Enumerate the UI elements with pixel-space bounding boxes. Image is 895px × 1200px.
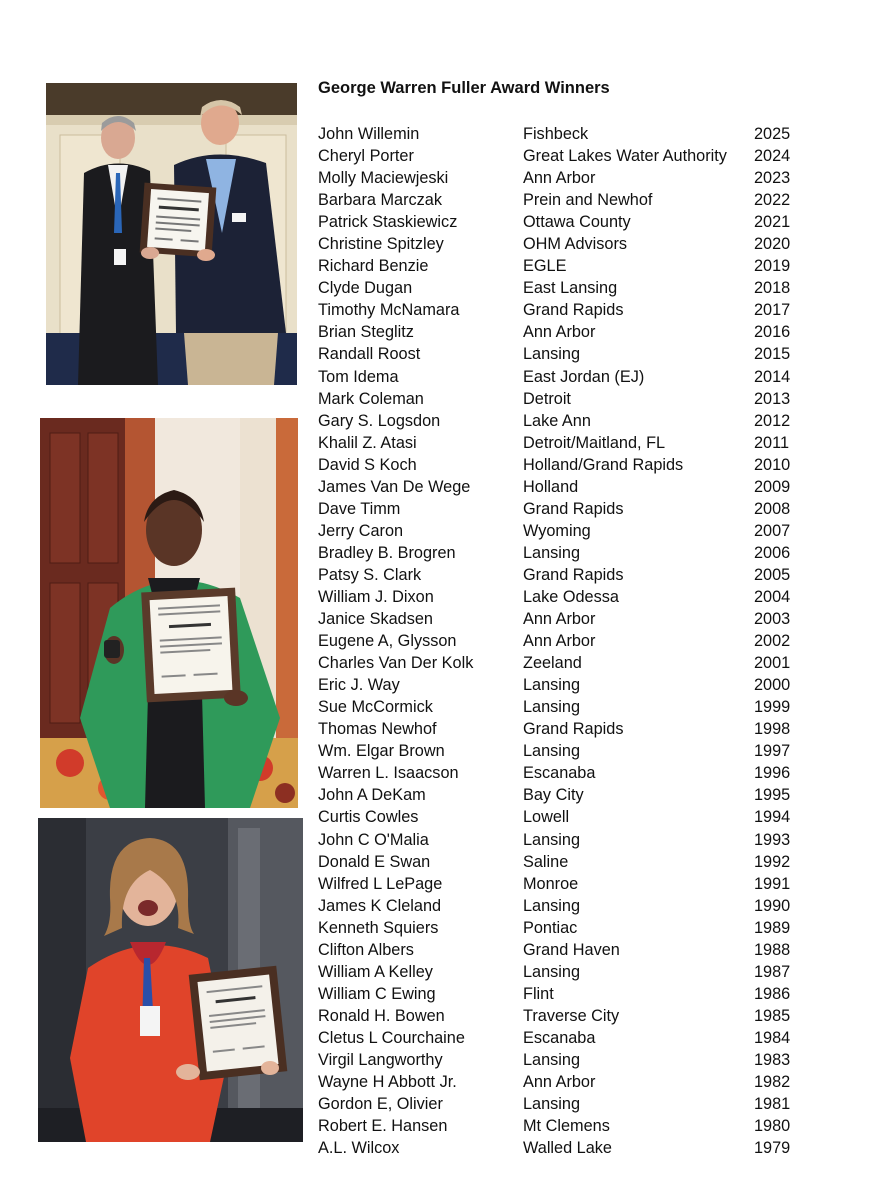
winner-name: Richard Benzie: [318, 257, 429, 276]
winner-location: Bay City: [523, 786, 584, 805]
winner-location: Grand Rapids: [523, 720, 624, 739]
winner-row: [318, 233, 818, 255]
winner-location: Grand Rapids: [523, 301, 624, 320]
winner-year: 1995: [754, 786, 791, 805]
winner-location: Monroe: [523, 874, 579, 893]
winner-row: [318, 873, 818, 895]
winner-row: [318, 762, 818, 784]
winner-name: Clyde Dugan: [318, 279, 413, 298]
winner-row: [318, 454, 818, 476]
winner-row: [318, 586, 818, 608]
winner-year: 1992: [754, 852, 791, 871]
winner-row: [318, 674, 818, 696]
winner-row: [318, 366, 818, 388]
winner-year: 2016: [754, 323, 791, 342]
winner-name: John A DeKam: [318, 786, 426, 805]
winner-location: Fishbeck: [523, 125, 589, 143]
winner-row: [318, 189, 818, 211]
winner-year: 2023: [754, 169, 791, 188]
winner-location: Escanaba: [523, 764, 596, 783]
winner-row: [318, 476, 818, 498]
winner-row: [318, 498, 818, 520]
winner-location: Ann Arbor: [523, 1073, 596, 1092]
winner-name: Clifton Albers: [318, 940, 414, 959]
winner-name: Cletus L Courchaine: [318, 1028, 465, 1047]
winner-year: 1993: [754, 830, 791, 849]
winner-year: 2019: [754, 257, 791, 276]
winner-row: [318, 895, 818, 917]
winner-row: [318, 564, 818, 586]
winner-location: Detroit/Maitland, FL: [523, 433, 666, 452]
winner-row: [318, 696, 818, 718]
winner-location: Lansing: [523, 1050, 581, 1069]
winner-year: 1998: [754, 720, 791, 739]
winner-location: Saline: [523, 852, 569, 871]
winner-location: Wyoming: [523, 521, 591, 540]
winner-name: Wm. Elgar Brown: [318, 742, 445, 761]
winner-location: Holland: [523, 477, 579, 496]
winner-name: Robert E. Hansen: [318, 1117, 448, 1136]
winner-name: Brian Steglitz: [318, 323, 414, 342]
winner-location: Lansing: [523, 698, 581, 717]
winner-year: 2025: [754, 125, 791, 143]
winner-name: Kenneth Squiers: [318, 918, 439, 937]
winner-name: John Willemin: [318, 125, 420, 143]
winner-name: Barbara Marczak: [318, 191, 442, 210]
winner-year: 1991: [754, 874, 791, 893]
winner-location: Ann Arbor: [523, 632, 596, 651]
winner-row: [318, 432, 818, 454]
winner-name: Mark Coleman: [318, 389, 424, 408]
winner-location: Lansing: [523, 543, 581, 562]
award-photo-two-men: [46, 83, 297, 385]
winner-year: 2013: [754, 389, 791, 408]
winner-row: [318, 608, 818, 630]
winner-year: 2015: [754, 345, 791, 364]
winner-row: [318, 123, 818, 145]
winner-year: 2007: [754, 521, 791, 540]
winner-year: 2010: [754, 455, 791, 474]
winner-name: Sue McCormick: [318, 698, 433, 717]
winner-row: [318, 1049, 818, 1071]
winner-name: Molly Maciewjeski: [318, 169, 449, 188]
winner-year: 1980: [754, 1117, 791, 1136]
winner-year: 2014: [754, 367, 791, 386]
award-photo-red-jacket-image: [38, 818, 303, 1142]
winner-name: John C O'Malia: [318, 830, 429, 849]
winner-row: [318, 652, 818, 674]
winner-year: 1979: [754, 1139, 791, 1158]
winner-name: Warren L. Isaacson: [318, 764, 459, 783]
winner-location: Grand Rapids: [523, 499, 624, 518]
winner-location: Holland/Grand Rapids: [523, 455, 684, 474]
winner-row: [318, 784, 818, 806]
winner-name: Thomas Newhof: [318, 720, 437, 739]
winner-row: [318, 630, 818, 652]
winner-year: 2017: [754, 301, 791, 320]
winner-name: James Van De Wege: [318, 477, 471, 496]
winner-location: Lansing: [523, 962, 581, 981]
winner-location: Zeeland: [523, 654, 582, 673]
winner-location: Lansing: [523, 676, 581, 695]
winner-name: Patrick Staskiewicz: [318, 213, 458, 232]
winner-year: 2006: [754, 543, 791, 562]
winner-year: 2001: [754, 654, 791, 673]
winner-location: Lake Ann: [523, 411, 591, 430]
winner-location: East Lansing: [523, 279, 618, 298]
winner-name: Gordon E, Olivier: [318, 1095, 443, 1114]
winner-name: Gary S. Logsdon: [318, 411, 441, 430]
winner-location: Lansing: [523, 742, 581, 761]
winner-row: [318, 718, 818, 740]
winner-year: 2009: [754, 477, 791, 496]
winner-name: David S Koch: [318, 455, 417, 474]
winner-year: 2003: [754, 610, 791, 629]
winner-location: EGLE: [523, 257, 567, 276]
winner-row: [318, 1005, 818, 1027]
winner-location: Escanaba: [523, 1028, 596, 1047]
winner-location: Grand Rapids: [523, 565, 624, 584]
winner-row: [318, 321, 818, 343]
winner-row: [318, 1027, 818, 1049]
winner-year: 1983: [754, 1050, 791, 1069]
winner-location: OHM Advisors: [523, 235, 628, 254]
winner-location: Detroit: [523, 389, 571, 408]
winner-row: [318, 917, 818, 939]
winner-location: Grand Haven: [523, 940, 620, 959]
winner-location: Traverse City: [523, 1006, 620, 1025]
winner-year: 2004: [754, 587, 791, 606]
winner-location: Prein and Newhof: [523, 191, 653, 210]
award-photo-red-jacket: [38, 818, 303, 1142]
winner-name: William C Ewing: [318, 984, 436, 1003]
winner-name: William A Kelley: [318, 962, 433, 981]
winner-name: Donald E Swan: [318, 852, 431, 871]
winner-name: Khalil Z. Atasi: [318, 433, 417, 452]
winner-year: 2011: [754, 433, 790, 452]
winner-year: 1996: [754, 764, 791, 783]
winner-location: East Jordan (EJ): [523, 367, 645, 386]
winner-name: William J. Dixon: [318, 587, 434, 606]
winner-name: Janice Skadsen: [318, 610, 433, 629]
winner-year: 2020: [754, 235, 791, 254]
winner-row: [318, 410, 818, 432]
winner-year: 1986: [754, 984, 791, 1003]
winner-row: [318, 343, 818, 365]
winner-location: Ottawa County: [523, 213, 631, 232]
winner-name: Randall Roost: [318, 345, 421, 364]
winner-location: Lowell: [523, 808, 570, 827]
winner-year: 1990: [754, 896, 791, 915]
winner-year: 1997: [754, 742, 791, 761]
winner-name: Wilfred L LePage: [318, 874, 443, 893]
winner-row: [318, 740, 818, 762]
winner-location: Ann Arbor: [523, 323, 596, 342]
winner-year: 2008: [754, 499, 791, 518]
winner-location: Lake Odessa: [523, 587, 619, 606]
winner-name: Curtis Cowles: [318, 808, 419, 827]
winner-year: 2000: [754, 676, 791, 695]
winner-row: [318, 1093, 818, 1115]
winner-name: James K Cleland: [318, 896, 442, 915]
winner-row: [318, 388, 818, 410]
winner-location: Ann Arbor: [523, 169, 596, 188]
winner-location: Pontiac: [523, 918, 578, 937]
winner-name: Eric J. Way: [318, 676, 400, 695]
winner-row: [318, 939, 818, 961]
winner-row: [318, 1115, 818, 1137]
winner-year: 1999: [754, 698, 791, 717]
winner-row: [318, 520, 818, 542]
winners-list: [318, 123, 818, 1159]
winner-location: Mt Clemens: [523, 1117, 610, 1136]
winner-location: Ann Arbor: [523, 610, 596, 629]
winner-year: 2021: [754, 213, 791, 232]
winner-row: [318, 211, 818, 233]
winner-row: [318, 145, 818, 167]
winner-location: Lansing: [523, 830, 581, 849]
winner-row: [318, 277, 818, 299]
winner-row: [318, 255, 818, 277]
winner-name: Cheryl Porter: [318, 147, 414, 166]
winner-year: 2022: [754, 191, 791, 210]
award-photo-two-men-image: [46, 83, 297, 385]
winner-row: [318, 829, 818, 851]
winner-location: Lansing: [523, 345, 581, 364]
winner-name: Eugene A, Glysson: [318, 632, 457, 651]
winner-name: A.L. Wilcox: [318, 1139, 400, 1158]
winner-name: Dave Timm: [318, 499, 401, 518]
winner-location: Flint: [523, 984, 554, 1003]
winner-year: 2002: [754, 632, 791, 651]
winner-row: [318, 851, 818, 873]
winner-row: [318, 1071, 818, 1093]
award-photo-green-jacket: [40, 418, 298, 808]
winner-year: 1988: [754, 940, 791, 959]
winner-row: [318, 961, 818, 983]
winner-name: Ronald H. Bowen: [318, 1006, 445, 1025]
winner-name: Bradley B. Brogren: [318, 543, 456, 562]
winner-year: 1989: [754, 918, 791, 937]
winner-year: 1982: [754, 1073, 791, 1092]
winner-name: Christine Spitzley: [318, 235, 444, 254]
winner-location: Lansing: [523, 1095, 581, 1114]
winner-location: Lansing: [523, 896, 581, 915]
winner-name: Jerry Caron: [318, 521, 404, 540]
winner-row: [318, 1137, 818, 1159]
winner-row: [318, 983, 818, 1005]
winner-year: 1987: [754, 962, 791, 981]
winner-name: Tom Idema: [318, 367, 399, 386]
winner-year: 1985: [754, 1006, 791, 1025]
winner-name: Timothy McNamara: [318, 301, 460, 320]
winner-row: [318, 806, 818, 828]
winner-year: 1981: [754, 1095, 791, 1114]
winner-year: 2018: [754, 279, 791, 298]
winner-name: Charles Van Der Kolk: [318, 654, 474, 673]
winner-year: 2012: [754, 411, 791, 430]
winner-row: [318, 542, 818, 564]
winner-location: Walled Lake: [523, 1139, 612, 1158]
winner-year: 1994: [754, 808, 791, 827]
winner-year: 1984: [754, 1028, 791, 1047]
winner-row: [318, 299, 818, 321]
winner-row: [318, 167, 818, 189]
winner-year: 2024: [754, 147, 791, 166]
award-photo-green-jacket-image: [40, 418, 298, 808]
winner-name: Patsy S. Clark: [318, 565, 422, 584]
winner-location: Great Lakes Water Authority: [523, 147, 727, 166]
page-title: George Warren Fuller Award Winners: [318, 79, 610, 97]
winner-name: Wayne H Abbott Jr.: [318, 1073, 457, 1092]
winner-name: Virgil Langworthy: [318, 1050, 443, 1069]
winner-year: 2005: [754, 565, 791, 584]
